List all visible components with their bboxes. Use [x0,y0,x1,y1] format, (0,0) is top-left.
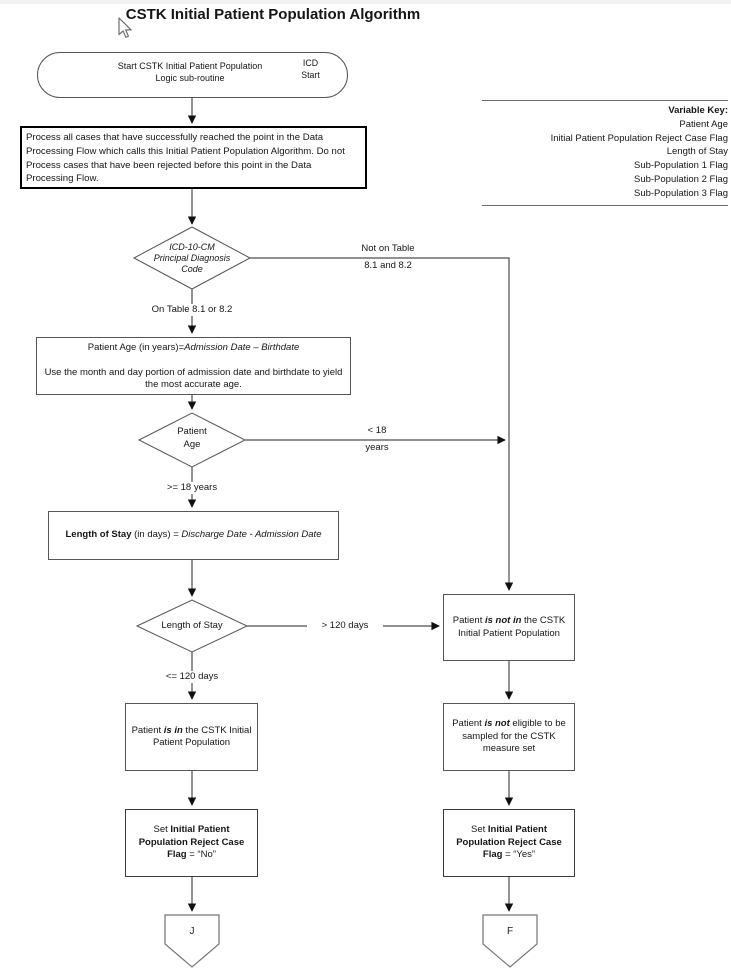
age-decision-label [139,426,245,451]
text-pre: Patient [452,718,485,730]
process-all-cases-box [20,126,367,189]
badge-line2: Start [301,69,320,80]
text-post: the CSTK Initial Patient Population [458,615,566,639]
age-label-line1: Patient [177,426,207,437]
variable-key-heading: Variable Key: [668,105,728,116]
offpage-connector-f-shape [483,915,537,967]
text-emphasis: is not in [484,615,522,626]
offpage-connector-j-shape [165,915,219,967]
patient-age-calc-box [36,337,351,395]
process-all-cases-text: Process all cases that have successfully reached the point in the Data Processing Flow which calls this Initial Patient Population Algorithm. Do not Process cases that have been rejected before this point in the Data Processing Flow. [26,132,345,185]
text-emphasis: is in [163,724,183,736]
dx-label-line2: Principal Diagnosis [153,252,231,263]
los-formula-expression: Discharge Date - Admission Date [181,529,322,541]
text-post: the CSTK Initial Patient Population [152,724,252,748]
not-eligible-box [443,703,575,771]
age-label-line2: Age [183,438,201,450]
edge-label-gt120: > 120 days [307,620,383,632]
in-population-box [125,703,258,771]
set-reject-flag-yes-box [443,809,575,877]
edge-label-gte18: >= 18 years [132,482,252,494]
edge-label-lt18-line1: < 18 [367,425,387,436]
start-label-line1: Start CSTK Initial Patient Population [117,61,263,71]
start-label-line2: Logic sub-routine [155,73,225,83]
text-pre: Patient [131,724,164,736]
text-bold: Initial Patient Population Reject Case Flag [456,824,562,861]
badge-line1: ICD [302,58,319,68]
in-population-text [128,725,255,750]
edge-label-not-on-table-line1: Not on Table [361,243,415,254]
text-pre: Patient [452,615,485,626]
offpage-connector-f-label: F [506,926,514,937]
not-eligible-text [446,718,572,756]
text-post: eligible to be sampled for the CSTK measure set [462,718,566,755]
page-title: CSTK Initial Patient Population Algorithm [125,6,421,23]
edge-label-not-on-table-line2: 8.1 and 8.2 [364,260,412,271]
text-post: = “No” [186,849,216,861]
set-reject-flag-yes-text [446,824,572,862]
text-post: = “Yes” [502,849,536,861]
variable-key-bottom-rule [482,205,728,206]
start-terminator-label [90,60,290,84]
dx-label-line3: Code [181,263,203,274]
text-pre: Set [153,824,171,836]
los-formula-bold: Length of Stay [65,529,132,541]
not-in-population-text [446,615,572,640]
los-formula-mid: (in days) = [131,529,182,541]
los-formula [66,529,322,542]
length-of-stay-calc-box [48,511,339,560]
patient-age-formula [88,342,300,355]
set-reject-flag-no-text [128,824,255,862]
set-reject-flag-no-box [125,809,258,877]
los-decision-label: Length of Stay [161,620,223,631]
text-emphasis: is not [484,718,510,730]
variable-key [482,104,728,201]
variable-key-top-rule [482,100,728,101]
variable-key-item: Sub-Population 2 Flag [633,173,728,185]
edge-label-on-table: On Table 8.1 or 8.2 [132,304,252,316]
variable-key-item: Sub-Population 3 Flag [633,187,728,199]
variable-key-item: Initial Patient Population Reject Case Flag [550,132,728,144]
text-pre: Set [470,824,488,836]
mouse-cursor-icon [118,17,134,39]
variable-key-item: Patient Age [679,118,728,130]
offpage-connector-j-label: J [189,926,195,937]
edge-label-lt18-line2: years [365,442,389,453]
edge-label-lte120: <= 120 days [132,671,252,683]
formula-label: Patient Age (in years)= [87,342,185,353]
formula-expression: Admission Date – Birthdate [184,342,300,353]
dx-label-line1: ICD-10-CM [169,242,215,252]
variable-key-item: Sub-Population 1 Flag [633,160,728,172]
icd-start-badge-label [287,58,334,81]
patient-age-note: Use the month and day portion of admission date and birthdate to yield the most accurate age. [44,366,343,390]
variable-key-item: Length of Stay [666,146,728,158]
not-in-population-box [443,594,575,661]
dx-decision-label [134,242,250,274]
text-bold: Initial Patient Population Reject Case Flag [138,824,245,861]
